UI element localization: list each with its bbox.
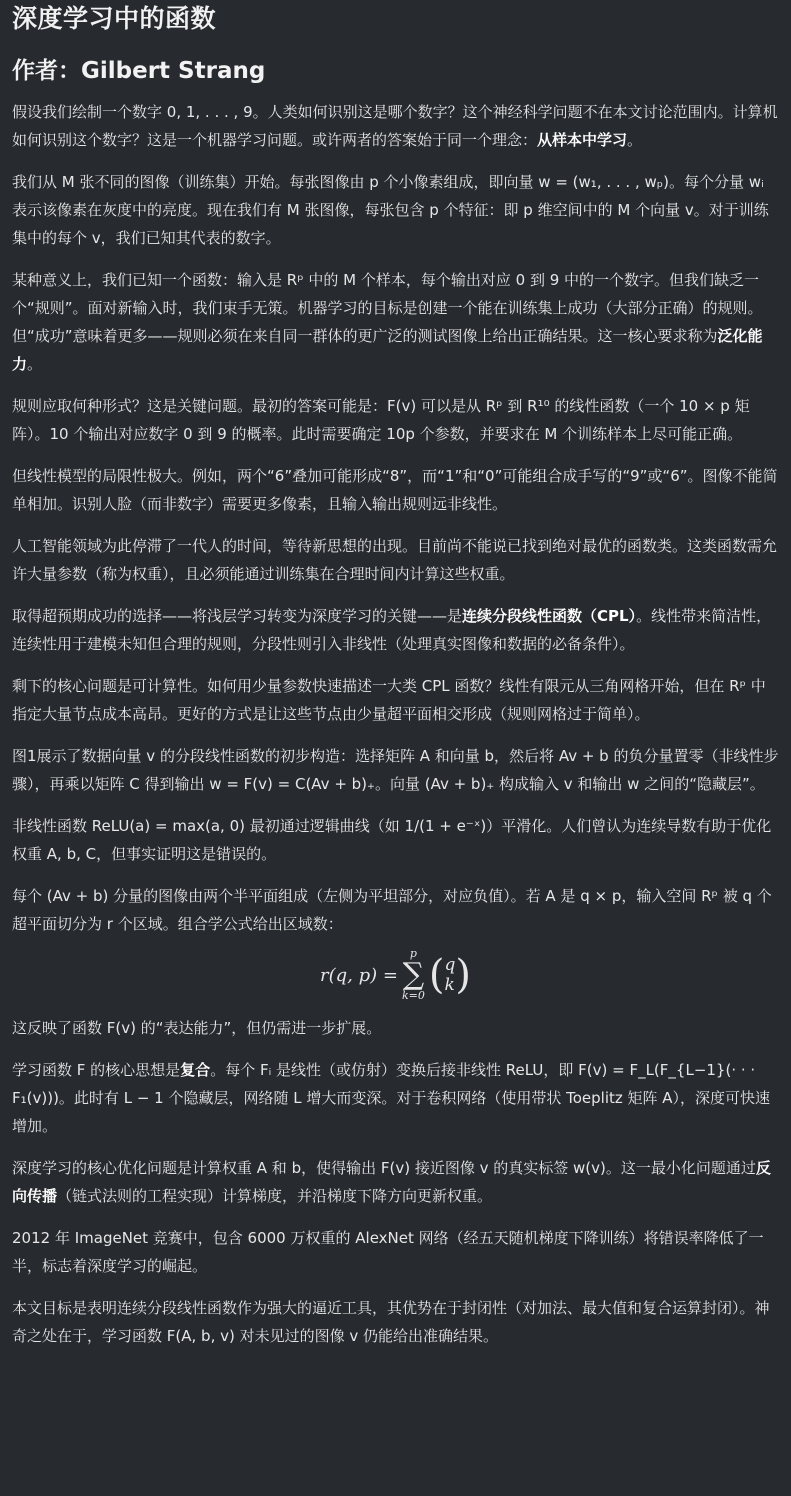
paragraph-2: 我们从 M 张不同的图像（训练集）开始。每张图像由 p 个小像素组成，即向量 w = (w₁, . . . , wₚ)。每个分量 wᵢ 表示该像素在灰度中的亮度。现在我们有 M 张图像，每张包含 p 个特征：即 p 维空间中的 M 个向量 v。对于训练集中的每个 v，我们已知其代表的数字。 (12, 173, 769, 247)
paragraph-3: 某种意义上，我们已知一个函数：输入是 Rᵖ 中的 M 个样本，每个输出对应 0 到 9 中的一个数字。但我们缺乏一个“规则”。面对新输入时，我们束手无策。机器学习的目标是创建一个能在训练集上成功（大部分正确）的规则。但“成功”意味着更多——规则必须在来自同一群体的更广泛的测试图像上给出正确结果。这一核心要求称为泛化能力。 (12, 271, 763, 373)
paragraph-8: 剩下的核心问题是可计算性。如何用少量参数快速描述一大类 CPL 函数？线性有限元从三角网格开始，但在 Rᵖ 中指定大量节点成本高昂。更好的方式是让这些节点由少量超平面相交形成（规则网格过于简单）。 (12, 677, 766, 723)
paragraph-11: 每个 (Av + b) 分量的图像由两个半平面组成（左侧为平坦部分，对应负值）。若 A 是 q × p，输入空间 Rᵖ 被 q 个超平面切分为 r 个区域。组合学公式给出区域数： (12, 887, 772, 933)
paragraph-6: 人工智能领域为此停滞了一代人的时间，等待新思想的出现。目前尚不能说已找到绝对最优的函数类。这类函数需允许大量参数（称为权重），且必须能通过训练集在合理时间内计算这些权重。 (12, 537, 778, 583)
summation: p ∑ k=0 (401, 947, 425, 1002)
paragraph-16: 本文目标是表明连续分段线性函数作为强大的逼近工具，其优势在于封闭性（对加法、最大值和复合运算封闭）。神奇之处在于，学习函数 F(A, b, v) 对未见过的图像 v 仍能给出准确结果。 (12, 1299, 770, 1345)
paragraph-7: 取得超预期成功的选择——将浅层学习转变为深度学习的关键——是连续分段线性函数（CPL）。线性带来简洁性，连续性用于建模未知但合理的规则，分段性则引入非线性（处理真实图像和数据的必备条件）。 (12, 607, 772, 653)
paragraph-15: 2012 年 ImageNet 竞赛中，包含 6000 万权重的 AlexNet 网络（经五天随机梯度下降训练）将错误率降低了一半，标志着深度学习的崛起。 (12, 1229, 764, 1275)
paragraph-5: 但线性模型的局限性极大。例如，两个“6”叠加可能形成“8”，而“1”和“0”可能组合成手写的“9”或“6”。图像不能简单相加。识别人脸（而非数字）需要更多像素，且输入输出规则远非线性。 (12, 467, 778, 513)
region-count-formula: r(q, p) = p ∑ k=0 ( q k ) (320, 947, 471, 1002)
author-heading: 作者：Gilbert Strang (12, 58, 266, 84)
paragraph-13: 学习函数 F 的核心思想是复合。每个 Fᵢ 是线性（或仿射）变换后接非线性 ReLU，即 F(v) = F_L(F_{L−1}(· · · F₁(v)))。此时有 L − 1 个隐藏层，网络随 L 增大而变深。对于卷积网络（使用带状 Toeplitz 矩阵 A），深度可快速增加。 (12, 1061, 771, 1135)
paragraph-9: 图1展示了数据向量 v 的分段线性函数的初步构造：选择矩阵 A 和向量 b，然后将 Av + b 的负分量置零（非线性步骤），再乘以矩阵 C 得到输出 w = F(v) = C(Av + b)₊。向量 (Av + b)₊ 构成输入 v 和输出 w 之间的“隐藏层”。 (12, 747, 779, 793)
paragraph-1: 假设我们绘制一个数字 0, 1, . . . , 9。人类如何识别这是哪个数字？这个神经科学问题不在本文讨论范围内。计算机如何识别这个数字？这是一个机器学习问题。或许两者的答案始于同一个理念：从样本中学习。 (12, 103, 778, 149)
paragraph-4: 规则应取何种形式？这是关键问题。最初的答案可能是：F(v) 可以是从 Rᵖ 到 R¹⁰ 的线性函数（一个 10 × p 矩阵）。10 个输出对应数字 0 到 9 的概率。此时需要确定 10p 个参数，并要求在 M 个训练样本上尽可能正确。 (12, 397, 750, 443)
paragraph-10: 非线性函数 ReLU(a) = max(a, 0) 最初通过逻辑曲线（如 1/(1 + e⁻ˣ)）平滑化。人们曾认为连续导数有助于优化权重 A, b, C，但事实证明这是错误的。 (12, 817, 772, 863)
paragraph-14: 深度学习的核心优化问题是计算权重 A 和 b，使得输出 F(v) 接近图像 v 的真实标签 w(v)。这一最小化问题通过反向传播（链式法则的工程实现）计算梯度，并沿梯度下降方向更新权重。 (12, 1159, 771, 1205)
page-title: 深度学习中的函数 (12, 4, 217, 33)
paragraph-12: 这反映了函数 F(v) 的“表达能力”，但仍需进一步扩展。 (12, 1019, 382, 1037)
binomial-coefficient: ( q k ) (428, 952, 471, 998)
